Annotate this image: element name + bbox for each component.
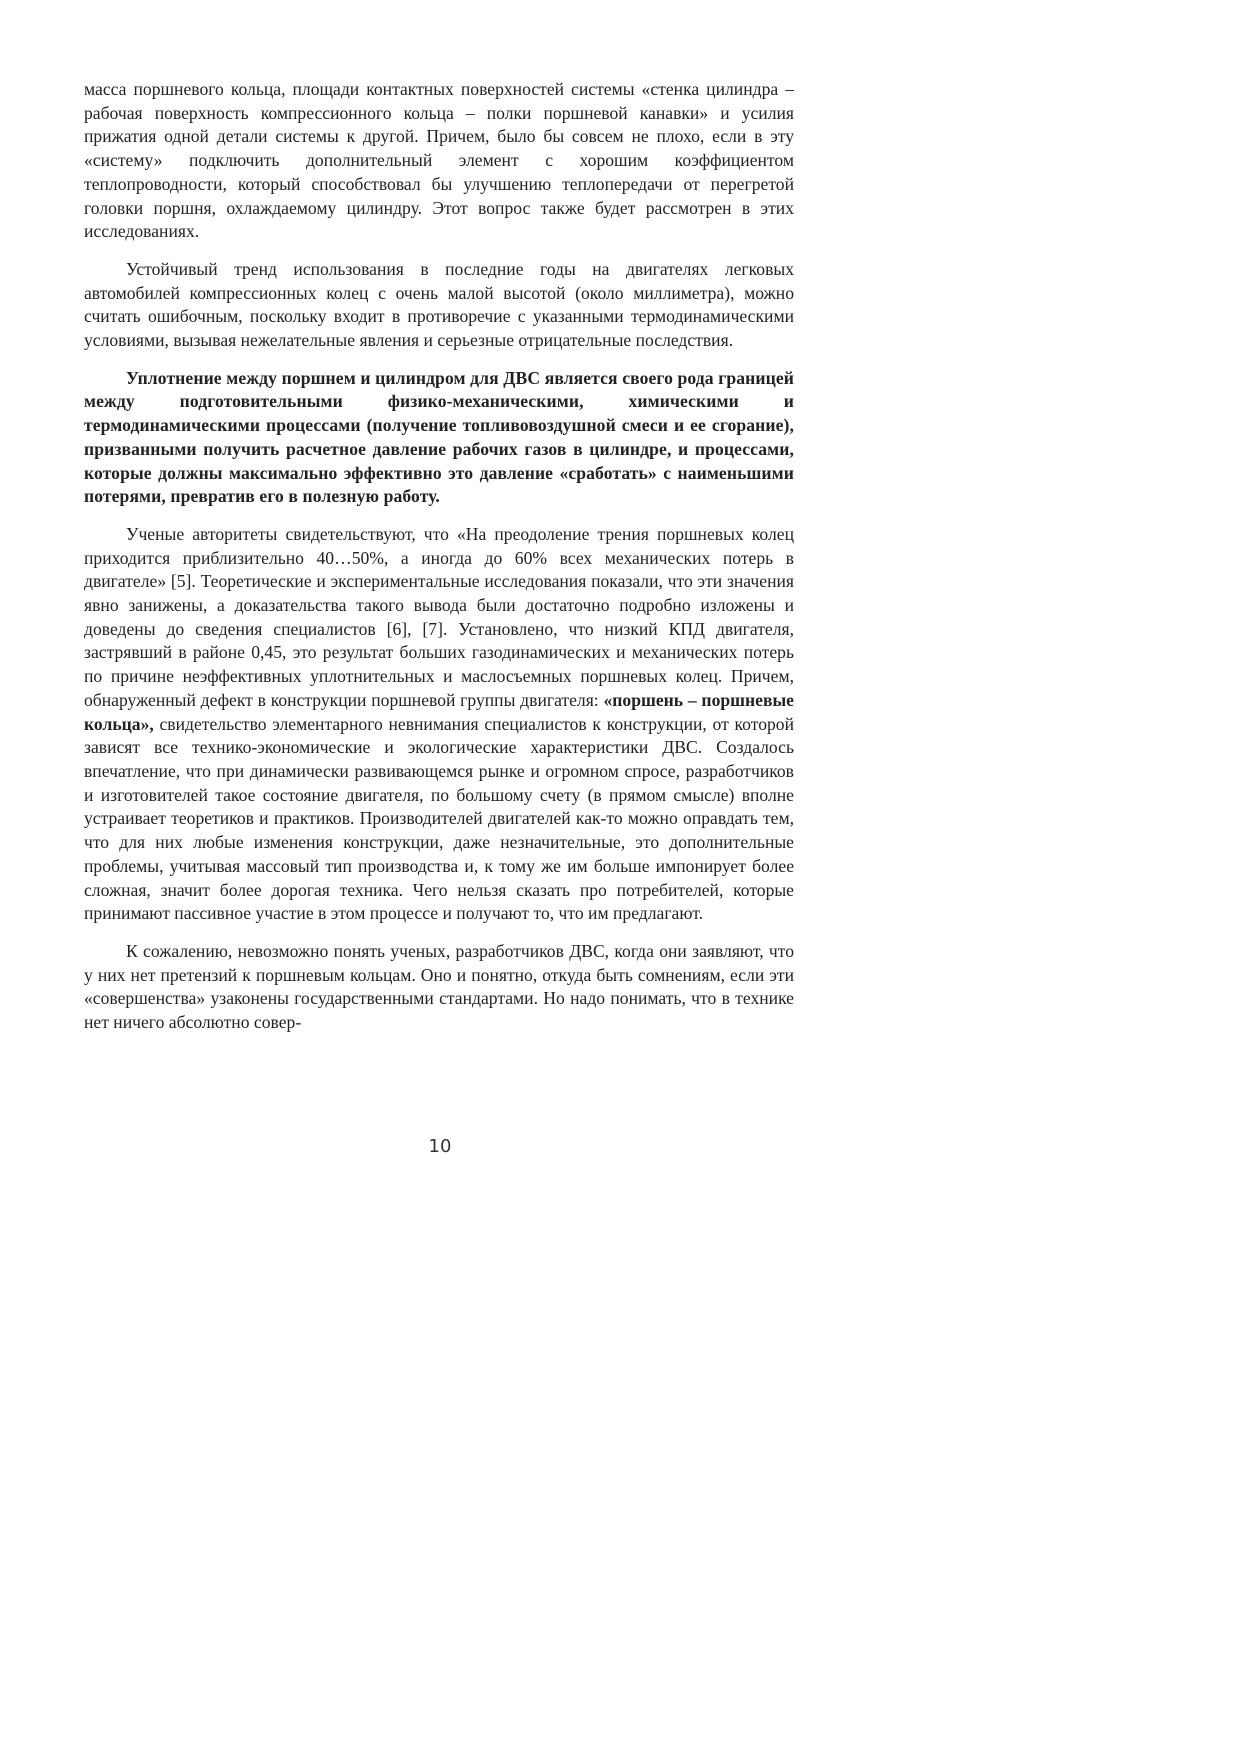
page-number: 10 bbox=[428, 1136, 452, 1157]
paragraph-4 bbox=[84, 523, 794, 926]
paragraph-3-bold: Уплотнение между поршнем и цилиндром для ДВС является своего рода границей между подготовительными физико-механическими, химическими и термодинамическими процессами (получение топливовоздушной смеси и ее сгорание), призванными получить расчетное давление рабочих газов в цилиндре, и процессами, которые должны максимально эффективно это давление «сработать» с наименьшими потерями, превратив его в полезную работу. bbox=[84, 367, 794, 507]
page-body bbox=[84, 78, 794, 1035]
paragraph-5: К сожалению, невозможно понять ученых, разработчиков ДВС, когда они заявляют, что у них нет претензий к поршневым кольцам. Оно и понятно, откуда быть сомнениям, если эти «совершенства» узаконены государственными стандартами. Но надо понимать, что в технике нет ничего абсолютно совер- bbox=[84, 940, 794, 1033]
paragraph-1: масса поршневого кольца, площади контактных поверхностей системы «стенка цилиндра – рабочая поверхность компрессионного кольца – полки поршневой канавки» и усилия прижатия одной детали системы к другой. Причем, было бы совсем не плохо, если в эту «систему» подключить дополнительный элемент с хорошим коэффициентом теплопроводности, который способствовал бы улучшению теплопередачи от перегретой головки поршня, охлаждаемому цилиндру. Этот вопрос также будет рассмотрен в этих исследованиях. bbox=[84, 79, 794, 242]
paragraph-4-bold-phrase: «поршень – поршневые кольца», bbox=[84, 689, 794, 734]
paragraph-4-start: Ученые авторитеты свидетельствуют, что «На преодоление трения поршневых колец приходится приблизительно 40…50%, а иногда до 60% всех механических потерь в двигателе» [5]. Теоретические и экспериментальные исследования показали, что эти значения явно занижены, а доказательства такого вывода были достаточно подробно изложены и доведены до сведения специалистов [6], [7]. Установлено, что низкий КПД двигателя, застрявший в районе 0,45, это результат больших газодинамических и механических потерь по причине неэффективных уплотнительных и маслосъемных поршневых колец. Причем, обнаруженный дефект в конструкции поршневой группы двигателя: bbox=[84, 523, 794, 710]
paragraph-2: Устойчивый тренд использования в последние годы на двигателях легковых автомобилей компрессионных колец с очень малой высотой (около миллиметра), можно считать ошибочным, поскольку входит в противоречие с указанными термодинамическими условиями, вызывая нежелательные явления и серьезные отрицательные последствия. bbox=[84, 258, 794, 351]
paragraph-4-end: свидетельство элементарного невнимания специалистов к конструкции, от которой зависят все технико-экономические и экологические характеристики ДВС. Создалось впечатление, что при динамически развивающемся рынке и огромном спросе, разработчиков и изготовителей такое состояние двигателя, по большому счету (в прямом смысле) вполне устраивает теоретиков и практиков. Производителей двигателей как-то можно оправдать тем, что для них любые изменения конструкции, даже незначительные, это дополнительные проблемы, учитывая массовый тип производства и, к тому же им больше импонирует более сложная, значит более дорогая техника. Чего нельзя сказать про потребителей, которые принимают пассивное участие в этом процессе и получают то, что им предлагают. bbox=[84, 713, 794, 924]
